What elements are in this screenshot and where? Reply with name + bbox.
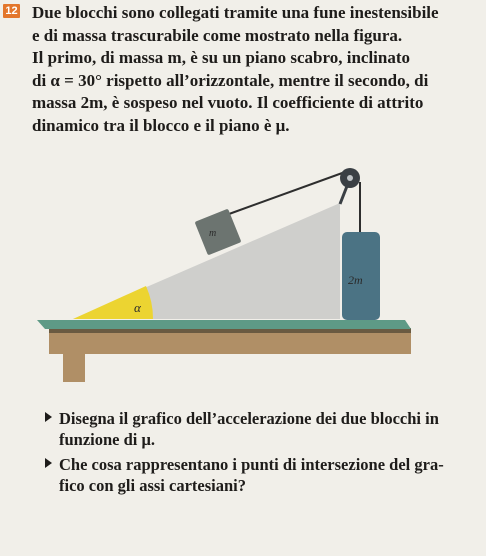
table-leg [63,352,85,382]
problem-number: 12 [3,4,20,18]
problem-line: di α = 30° rispetto all’orizzontale, mentre il secondo, di [32,70,429,90]
task-line: Che cosa rappresentano i punti di intersezione del gra- [59,455,444,474]
block-m-label: m [209,228,217,239]
task-item [45,408,475,450]
task-line: fico con gli assi cartesiani? [59,476,246,495]
problem-line: Il primo, di massa m, è su un piano scabro, inclinato [32,48,411,67]
task-item [45,454,475,496]
block-2m-label: 2m [348,273,363,287]
incline-pulley-figure [35,160,415,385]
task-line: funzione di μ. [59,430,155,449]
problem-line: e di massa trascurabile come mostrato nella figura. [32,25,403,45]
problem-line: Due blocchi sono collegati tramite una fune inestensibile [32,3,439,22]
rope-incline [229,172,345,214]
bullet-arrow-icon [45,412,52,422]
pulley-axle [347,175,353,181]
table-body [49,332,411,354]
problem-line: massa 2m, è sospeso nel vuoto. Il coefficiente di attrito [32,93,424,112]
task-line: Disegna il grafico dell’accelerazione dei due blocchi in [59,409,439,428]
problem-line: dinamico tra il blocco e il piano è μ. [32,115,290,135]
bullet-arrow-icon [45,458,52,468]
angle-label: α [134,300,141,315]
tabletop [37,320,411,329]
angle-marker [73,286,153,319]
block-m [195,209,242,256]
problem-statement [32,2,478,137]
task-list [45,408,475,500]
